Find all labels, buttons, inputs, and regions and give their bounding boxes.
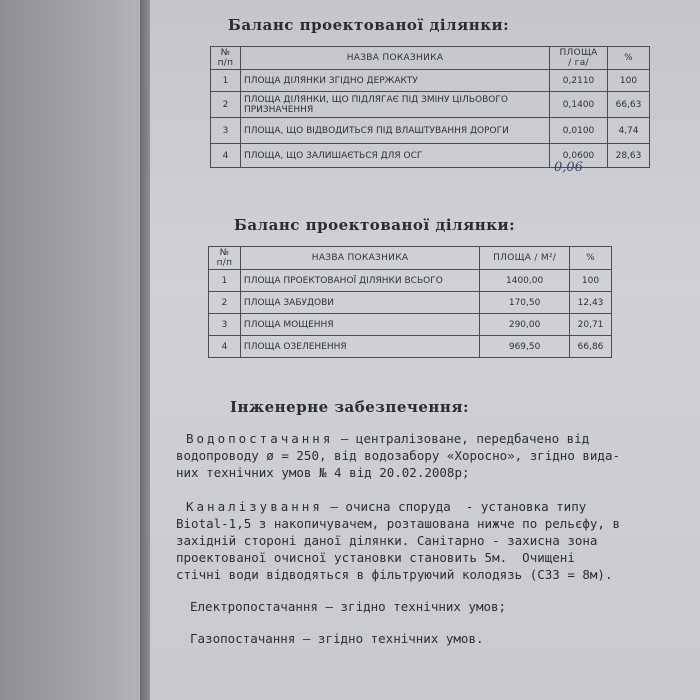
table1-header-pct: %	[608, 47, 650, 70]
table-cell: 3	[209, 314, 241, 336]
table1-header-num: № п/п	[211, 47, 241, 70]
facing-page	[0, 0, 150, 700]
table-cell: ПЛОЩА МОЩЕННЯ	[240, 314, 479, 336]
table-cell: 290,00	[480, 314, 570, 336]
table1	[210, 46, 650, 168]
table-cell: 12,43	[570, 292, 612, 314]
table-cell: ПЛОЩА ДІЛЯНКИ, ЩО ПІДЛЯГАЄ ПІД ЗМІНУ ЦІЛЬОВОГО ПРИЗНАЧЕННЯ	[240, 92, 549, 118]
sewer-label: Каналізування	[186, 499, 323, 514]
gas-supply: Газопостачання – згідно технічних умов.	[190, 631, 484, 646]
power-supply: Електропостачання – згідно технічних умов;	[190, 599, 507, 614]
sewer-line-4: проектованої очисної установки становить 5м. Очищені	[176, 550, 575, 565]
table-cell: 170,50	[480, 292, 570, 314]
table-cell: 28,63	[608, 144, 650, 168]
document-page	[150, 0, 700, 700]
table-cell: 4,74	[608, 118, 650, 144]
table2-title: Баланс проектованої ділянки:	[234, 216, 516, 234]
table-cell: 0,0100	[550, 118, 608, 144]
water-supply-line-3: них технічних умов № 4 від 20.02.2008р;	[176, 465, 470, 480]
table1-header-area: ПЛОЩА / га/	[550, 47, 608, 70]
table-cell: ПЛОЩА, ЩО ЗАЛИШАЄТЬСЯ ДЛЯ ОСГ	[240, 144, 549, 168]
table-cell: ПЛОЩА ЗАБУДОВИ	[240, 292, 479, 314]
table2	[208, 246, 612, 358]
water-supply-label: Водопостачання	[186, 431, 334, 446]
water-supply-text: – централізоване, передбачено від	[333, 431, 590, 446]
table-cell: 0,2110	[550, 70, 608, 92]
table-cell: 3	[211, 118, 241, 144]
water-supply-line-2: водопроводу ø = 250, від водозабору «Хоросно», згідно вида-	[176, 448, 621, 463]
table-cell: 20,71	[570, 314, 612, 336]
table1-title: Баланс проектованої ділянки:	[228, 16, 510, 34]
table-cell: 1400,00	[480, 270, 570, 292]
sewer-line-5: стічні води відводяться в фільтруючий колодязь (СЗЗ = 8м).	[176, 567, 613, 582]
engineering-title: Інженерне забезпечення:	[230, 398, 469, 416]
table-cell: 66,86	[570, 336, 612, 358]
table-cell: ПЛОЩА, ЩО ВІДВОДИТЬСЯ ПІД ВЛАШТУВАННЯ ДОРОГИ	[240, 118, 549, 144]
table1-header-name: НАЗВА ПОКАЗНИКА	[240, 47, 549, 70]
table-cell: 2	[211, 92, 241, 118]
table-cell: 0,1400	[550, 92, 608, 118]
table-cell: 969,50	[480, 336, 570, 358]
water-supply-line-1	[186, 430, 589, 447]
table-cell: 2	[209, 292, 241, 314]
sewer-line-3: західній стороні даної ділянки. Санітарно - захисна зона	[176, 533, 598, 548]
table2-header-pct: %	[570, 247, 612, 270]
table-cell: 4	[209, 336, 241, 358]
table-cell: 66,63	[608, 92, 650, 118]
table-cell: 100	[608, 70, 650, 92]
sewer-line-2: Biotal-1,5 з накопичувачем, розташована нижче по рельєфу, в	[176, 516, 621, 531]
table2-header-num: № п/п	[209, 247, 241, 270]
sewer-text: – очисна споруда - установка типу	[322, 499, 587, 514]
table-cell: ПЛОЩА ОЗЕЛЕНЕННЯ	[240, 336, 479, 358]
table2-header-area: ПЛОЩА / М²/	[480, 247, 570, 270]
table-cell: 4	[211, 144, 241, 168]
table-cell: 1	[209, 270, 241, 292]
table2-header-name: НАЗВА ПОКАЗНИКА	[240, 247, 479, 270]
table-cell: ПЛОЩА ПРОЕКТОВАНОЇ ДІЛЯНКИ ВСЬОГО	[240, 270, 479, 292]
table-cell: 1	[211, 70, 241, 92]
table-cell: ПЛОЩА ДІЛЯНКИ ЗГІДНО ДЕРЖАКТУ	[240, 70, 549, 92]
sewer-line-1	[186, 498, 586, 515]
table-cell: 100	[570, 270, 612, 292]
table-cell: 0,0600	[550, 144, 608, 168]
handwritten-correction: 0,06	[554, 160, 583, 175]
